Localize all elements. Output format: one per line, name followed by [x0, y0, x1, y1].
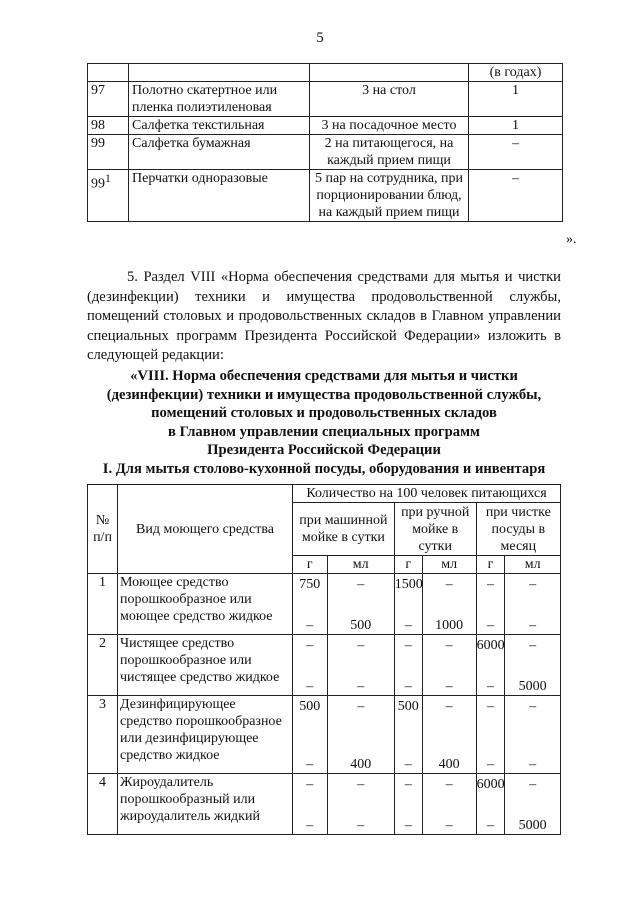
table-header-row	[88, 64, 563, 82]
table-row	[88, 696, 561, 774]
value-powder: –	[306, 777, 314, 792]
value-cell	[422, 774, 476, 835]
row-number-main: 99	[91, 176, 105, 192]
item-name: Салфетка бумажная	[129, 135, 310, 170]
value-powder: –	[445, 638, 453, 653]
value-powder: –	[529, 577, 537, 592]
table-row	[88, 135, 563, 170]
row-number: 99	[88, 135, 129, 170]
value-cell	[422, 574, 476, 635]
item-name: Полотно скатертное или пленка полиэтиленовая	[129, 82, 310, 117]
value-liquid: –	[445, 818, 453, 833]
value-cell	[394, 696, 422, 774]
detergent-name: Моющее средство порошкообразное или моющее средство жидкое	[118, 574, 293, 635]
value-liquid: –	[404, 818, 412, 833]
value-powder: –	[529, 638, 537, 653]
col-num-header: № п/п	[88, 485, 118, 574]
value-cell	[293, 696, 328, 774]
value-liquid: –	[404, 679, 412, 694]
value-liquid: 5000	[518, 679, 547, 694]
value-powder: 6000	[476, 638, 505, 653]
value-powder: 6000	[476, 777, 505, 792]
value-cell	[476, 774, 505, 835]
value-cell	[422, 635, 476, 696]
item-years: –	[469, 135, 563, 170]
value-powder: –	[357, 777, 365, 792]
subsection-title: I. Для мытья столово-кухонной посуды, оборудования и инвентаря	[102, 461, 546, 477]
table-row	[88, 117, 563, 135]
value-liquid: –	[306, 618, 314, 633]
value-cell	[327, 574, 394, 635]
detergent-norms-table	[87, 484, 561, 835]
section-title-line: помещений столовых и продовольственных складов	[151, 405, 497, 421]
value-liquid: –	[486, 757, 494, 772]
unit-label: г	[293, 556, 328, 574]
value-powder: –	[445, 699, 453, 714]
item-years: –	[469, 170, 563, 222]
detergent-name: Дезинфицирующее средство порошкообразное или дезинфицирующее средство жидкое	[118, 696, 293, 774]
group-header: при чистке посуды в месяц	[476, 503, 560, 556]
value-powder: –	[486, 577, 494, 592]
value-cell	[476, 696, 505, 774]
value-liquid: –	[529, 757, 537, 772]
unit-label: г	[394, 556, 422, 574]
amendment-paragraph: 5. Раздел VIII «Норма обеспечения средствами для мытья и чистки (дезинфекции) техники и имущества продовольственной службы, помещений столовых и продовольственных складов в Главном управлении специальных программ Президента Российской Федерации» изложить в следующей редакции:	[87, 269, 561, 363]
value-cell	[505, 635, 561, 696]
detergent-name: Жироудалитель порошкообразный или жироудалитель жидкий	[118, 774, 293, 835]
value-powder: 500	[397, 699, 419, 714]
value-cell	[293, 635, 328, 696]
item-norm: 3 на стол	[310, 82, 469, 117]
section-title-line: (дезинфекции) техники и имущества продовольственной службы,	[106, 386, 542, 403]
section-title	[87, 367, 561, 460]
table-row	[88, 635, 561, 696]
detergent-name: Чистящее средство порошкообразное или чистящее средство жидкое	[118, 635, 293, 696]
table-row	[88, 774, 561, 835]
value-powder: 500	[299, 699, 321, 714]
value-liquid: –	[404, 757, 412, 772]
value-powder: –	[306, 638, 314, 653]
col-name-header: Вид моющего средства	[118, 485, 293, 574]
row-number: 98	[88, 117, 129, 135]
unit-label: мл	[422, 556, 476, 574]
table-row	[88, 82, 563, 117]
col-qty-header: Количество на 100 человек питающихся	[293, 485, 561, 503]
value-powder: –	[404, 777, 412, 792]
item-norm: 2 на питающегося, на каждый прием пищи	[310, 135, 469, 170]
table-cell	[129, 64, 310, 82]
row-number: 97	[88, 82, 129, 117]
row-number: 3	[88, 696, 118, 774]
value-liquid: –	[486, 618, 494, 633]
value-liquid: –	[486, 818, 494, 833]
value-powder: 1500	[394, 577, 423, 592]
item-norm: 3 на посадочное место	[310, 117, 469, 135]
row-number	[88, 170, 129, 222]
value-cell	[394, 574, 422, 635]
value-powder: –	[404, 638, 412, 653]
value-powder: –	[357, 638, 365, 653]
unit-label: мл	[505, 556, 561, 574]
closing-quote: ».	[566, 232, 577, 247]
page-number: 5	[316, 30, 324, 46]
unit-label: мл	[327, 556, 394, 574]
unit-header: (в годах)	[469, 64, 563, 82]
value-powder: –	[445, 777, 453, 792]
value-cell	[505, 696, 561, 774]
value-liquid: –	[529, 618, 537, 633]
section-title-line: Президента Российской Федерации	[207, 442, 441, 458]
item-years: 1	[469, 117, 563, 135]
value-liquid: –	[357, 679, 365, 694]
value-cell	[422, 696, 476, 774]
item-years: 1	[469, 82, 563, 117]
value-powder: –	[529, 777, 537, 792]
row-number: 4	[88, 774, 118, 835]
group-header: при машинной мойке в сутки	[293, 503, 395, 556]
value-powder: –	[357, 699, 365, 714]
value-powder: –	[486, 699, 494, 714]
value-liquid: –	[306, 679, 314, 694]
value-cell	[476, 574, 505, 635]
value-cell	[293, 574, 328, 635]
value-powder: –	[529, 699, 537, 714]
section-title-line: «VIII. Норма обеспечения средствами для мытья и чистки	[130, 368, 518, 384]
value-liquid: 400	[350, 757, 372, 772]
table-row	[88, 574, 561, 635]
value-liquid: –	[306, 757, 314, 772]
row-number: 1	[88, 574, 118, 635]
value-cell	[327, 774, 394, 835]
value-cell	[476, 635, 505, 696]
value-cell	[293, 774, 328, 835]
group-header: при ручной мойке в сутки	[394, 503, 476, 556]
value-liquid: 1000	[435, 618, 464, 633]
unit-label: г	[476, 556, 505, 574]
item-name: Салфетка текстильная	[129, 117, 310, 135]
table-row	[88, 170, 563, 222]
row-number: 2	[88, 635, 118, 696]
value-powder: 750	[299, 577, 321, 592]
item-name: Перчатки одноразовые	[129, 170, 310, 222]
value-powder: –	[445, 577, 453, 592]
table-header-row	[88, 485, 561, 503]
value-liquid: 5000	[518, 818, 547, 833]
norms-table-continuation	[87, 63, 563, 222]
table-cell	[88, 64, 129, 82]
value-cell	[327, 696, 394, 774]
value-powder: –	[357, 577, 365, 592]
row-number-superscript: 1	[105, 172, 111, 185]
value-liquid: –	[486, 679, 494, 694]
value-cell	[505, 574, 561, 635]
value-liquid: –	[445, 679, 453, 694]
value-cell	[505, 774, 561, 835]
value-liquid: 500	[350, 618, 372, 633]
item-norm: 5 пар на сотрудника, при порционировании блюд, на каждый прием пищи	[310, 170, 469, 222]
table-cell	[310, 64, 469, 82]
value-cell	[394, 635, 422, 696]
value-cell	[327, 635, 394, 696]
value-liquid: –	[306, 818, 314, 833]
value-liquid: –	[357, 818, 365, 833]
value-cell	[394, 774, 422, 835]
value-liquid: 400	[438, 757, 460, 772]
section-title-line: в Главном управлении специальных программ	[168, 423, 480, 440]
value-liquid: –	[404, 618, 412, 633]
